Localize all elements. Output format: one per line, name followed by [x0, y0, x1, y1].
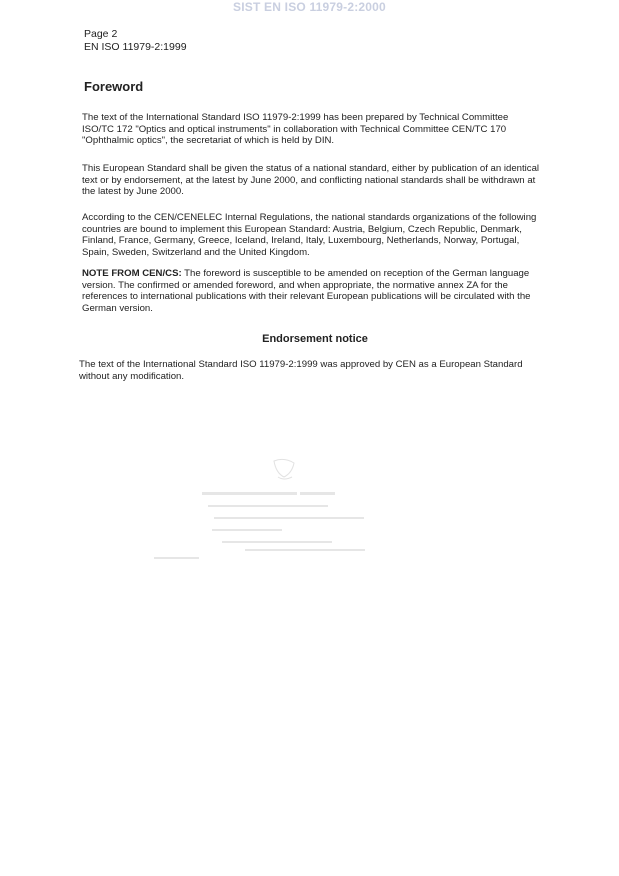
watermark: SIST EN ISO 11979-2:2000	[233, 0, 386, 14]
note-label: NOTE FROM CEN/CS:	[82, 268, 182, 279]
faded-stamp-graphic	[150, 455, 390, 570]
endorsement-text: The text of the International Standard ISO 11979-2:1999 was approved by CEN as a European Standard without any modification.	[79, 359, 523, 382]
note-paragraph	[82, 268, 542, 314]
foreword-paragraph-1: The text of the International Standard ISO 11979-2:1999 has been prepared by Technical Committee ISO/TC 172 "Optics and optical instruments" in collaboration with Technical Committee CEN/TC 170 "Ophthalmic optics", the secretariat of which is held by DIN.	[82, 112, 509, 146]
note-text: The foreword is susceptible to be amended on reception of the German language version. The confirmed or amended foreword, and when appropriate, the normative annex ZA for the references to international publications with their relevant European publications will be circulated with the German version.	[82, 268, 531, 314]
foreword-paragraph-2: This European Standard shall be given the status of a national standard, either by publication of an identical text or by endorsement, at the latest by June 2000, and conflicting national standards shall be withdrawn at the latest by June 2000.	[82, 163, 540, 197]
document-id: EN ISO 11979-2:1999	[84, 40, 187, 53]
foreword-heading: Foreword	[84, 79, 144, 94]
foreword-paragraph-3: According to the CEN/CENELEC Internal Regulations, the national standards organizations of the following countries are bound to implement this European Standard: Austria, Belgium, Czech Republic, Denmark, Finland, France, Germany, Greece, Iceland, Ireland, Italy, Luxembourg, Netherlands, Norway, Portugal, Spain, Sweden, Switzerland and the United Kingdom.	[82, 212, 537, 258]
endorsement-heading: Endorsement notice	[262, 333, 368, 345]
page-header	[84, 28, 187, 53]
page-number: Page 2	[84, 28, 118, 40]
faded-stamp	[150, 455, 390, 570]
